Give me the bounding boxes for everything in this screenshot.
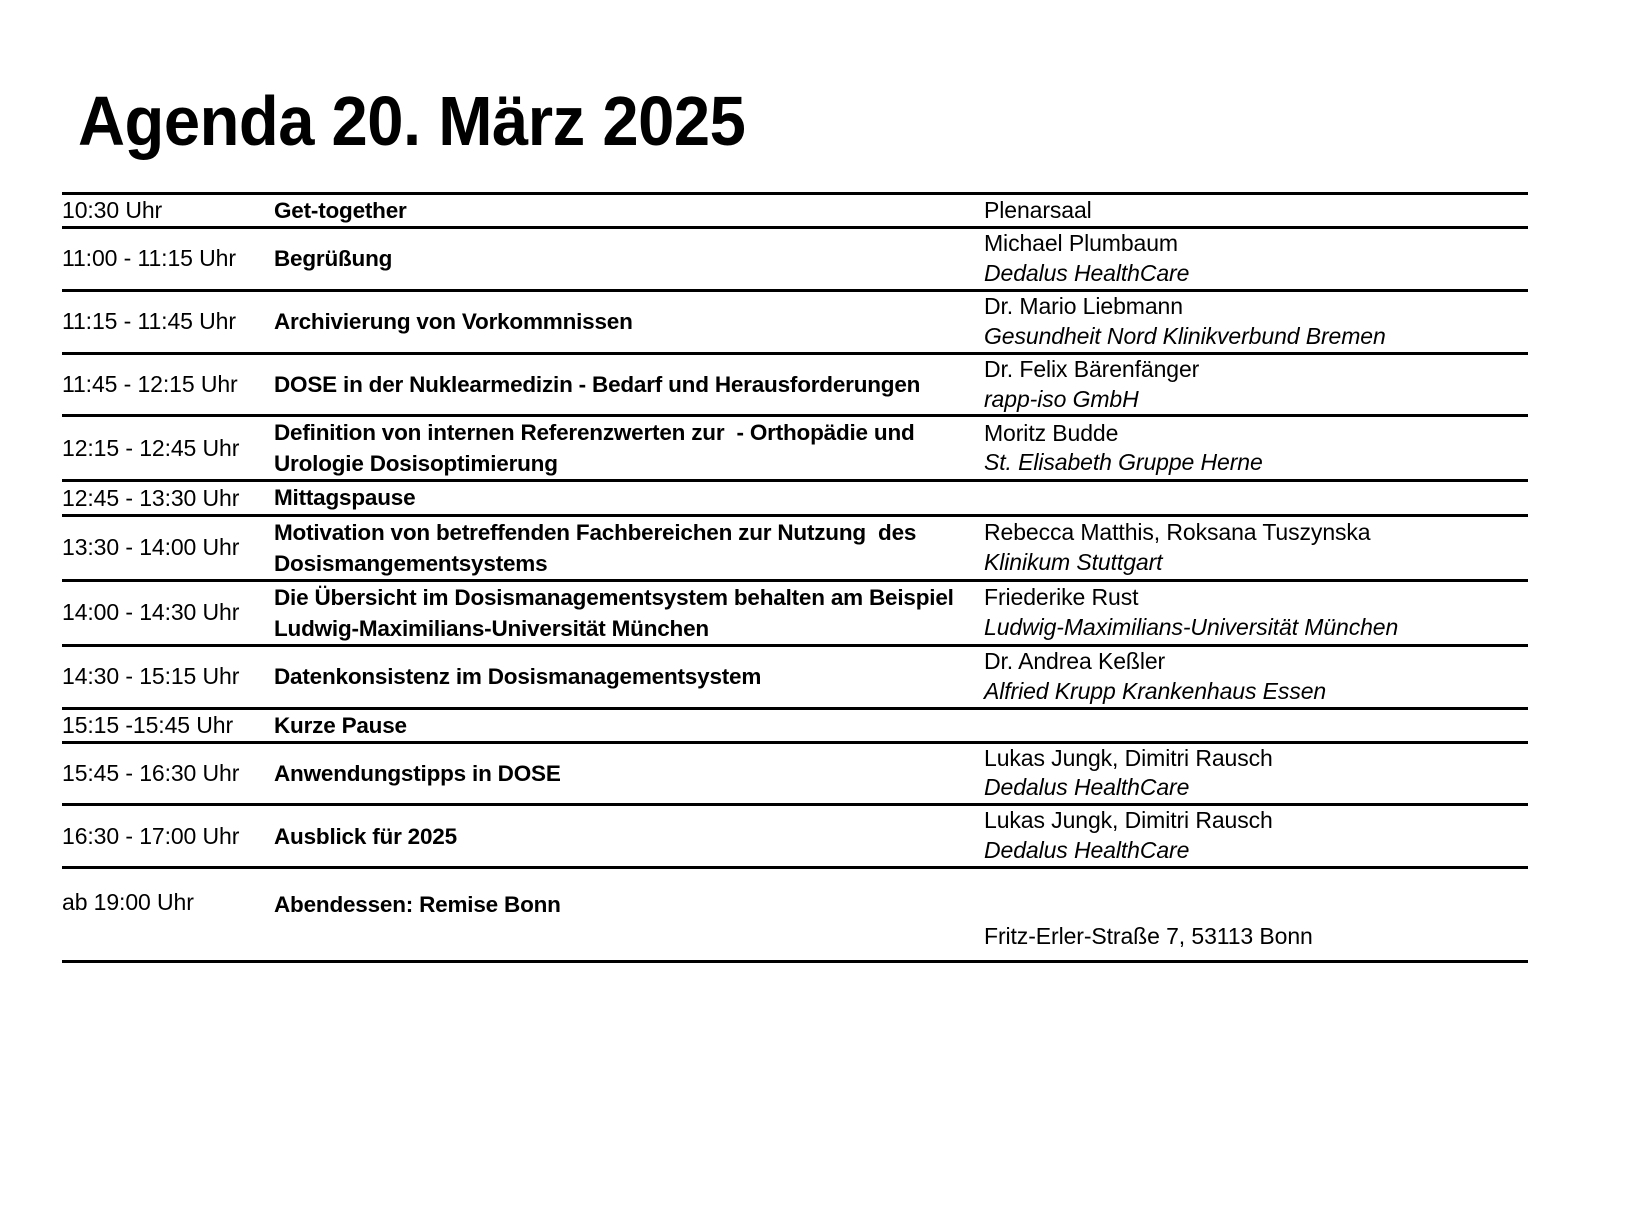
- row-title: Archivierung von Vorkommnissen: [274, 309, 633, 335]
- agenda-table-body: [62, 194, 1528, 962]
- speaker-org: Dedalus HealthCare: [984, 837, 1190, 864]
- speaker-name: Dr. Andrea Keßler: [984, 647, 1166, 674]
- row-speaker: [984, 481, 1528, 515]
- row-title: Die Übersicht im Dosismanagementsystem behalten am Beispiel Ludwig-Maximilians-Universität München: [274, 584, 960, 641]
- table-row: [62, 481, 1528, 515]
- row-speaker: [984, 580, 1528, 645]
- agenda-table: [62, 192, 1528, 963]
- table-row: [62, 805, 1528, 868]
- row-time: 11:15 - 11:45 Uhr: [62, 308, 236, 335]
- row-speaker: [984, 868, 1528, 962]
- row-title: Definition von internen Referenzwerten zur - Orthopädie und Urologie Dosisoptimierung: [274, 420, 921, 477]
- row-time: 12:15 - 12:45 Uhr: [62, 434, 240, 461]
- speaker-org: Klinikum Stuttgart: [984, 548, 1163, 575]
- row-title: Abendessen: Remise Bonn: [274, 892, 561, 918]
- speaker-org: St. Elisabeth Gruppe Herne: [984, 449, 1263, 476]
- row-title: Mittagspause: [274, 485, 416, 511]
- row-title: Begrüßung: [274, 246, 393, 272]
- speaker-org: Alfried Krupp Krankenhaus Essen: [984, 677, 1327, 704]
- row-speaker: [984, 645, 1528, 708]
- row-time: 15:45 - 16:30 Uhr: [62, 759, 240, 786]
- row-time: ab 19:00 Uhr: [62, 889, 194, 916]
- row-speaker: [984, 515, 1528, 580]
- speaker-name: Moritz Budde: [984, 419, 1119, 446]
- row-speaker: [984, 708, 1528, 742]
- row-time: 15:15 -15:45 Uhr: [62, 711, 234, 738]
- row-title: DOSE in der Nuklearmedizin - Bedarf und Herausforderungen: [274, 371, 921, 397]
- speaker-name: Lukas Jungk, Dimitri Rausch: [984, 807, 1273, 834]
- table-row: [62, 868, 1528, 962]
- row-time: 10:30 Uhr: [62, 197, 163, 224]
- speaker-org: Dedalus HealthCare: [984, 774, 1190, 801]
- table-row: [62, 645, 1528, 708]
- speaker-name: Dr. Felix Bärenfänger: [984, 355, 1200, 382]
- row-time: 11:45 - 12:15 Uhr: [62, 371, 238, 397]
- row-time: 14:30 - 15:15 Uhr: [62, 663, 240, 690]
- row-title: Anwendungstipps in DOSE: [274, 760, 561, 786]
- speaker-name: Dr. Mario Liebmann: [984, 292, 1183, 319]
- table-row: [62, 353, 1528, 416]
- speaker-org: Gesundheit Nord Klinikverbund Bremen: [984, 322, 1386, 349]
- speaker-org: rapp-iso GmbH: [984, 385, 1139, 412]
- row-time: 12:45 - 13:30 Uhr: [62, 484, 240, 511]
- speaker-name: Lukas Jungk, Dimitri Rausch: [984, 744, 1273, 771]
- row-speaker: [984, 353, 1528, 416]
- table-row: [62, 228, 1528, 291]
- table-row: [62, 416, 1528, 481]
- row-speaker: [984, 194, 1528, 228]
- table-row: [62, 742, 1528, 805]
- row-title: Motivation von betreffenden Fachbereichen zur Nutzung des Dosismangementsystems: [274, 519, 923, 576]
- row-title: Get-together: [274, 198, 407, 223]
- row-speaker: [984, 416, 1528, 481]
- table-row: [62, 708, 1528, 742]
- row-title: Ausblick für 2025: [274, 823, 457, 849]
- table-row: [62, 194, 1528, 228]
- page-title: Agenda 20. März 2025: [78, 81, 746, 160]
- row-time: 14:00 - 14:30 Uhr: [62, 599, 240, 626]
- speaker-name: Michael Plumbaum: [984, 230, 1178, 257]
- table-row: [62, 580, 1528, 645]
- row-speaker: [984, 805, 1528, 868]
- row-title: Datenkonsistenz im Dosismanagementsystem: [274, 664, 762, 690]
- row-time: 16:30 - 17:00 Uhr: [62, 822, 240, 849]
- row-speaker: [984, 290, 1528, 353]
- row-time: 13:30 - 14:00 Uhr: [62, 534, 240, 561]
- row-title: Kurze Pause: [274, 712, 407, 738]
- speaker-name: Fritz-Erler-Straße 7, 53113 Bonn: [984, 923, 1313, 950]
- row-speaker: [984, 228, 1528, 291]
- speaker-name: Plenarsaal: [984, 196, 1092, 223]
- speaker-name: Rebecca Matthis, Roksana Tuszynska: [984, 518, 1371, 545]
- row-time: 11:00 - 11:15 Uhr: [62, 245, 236, 272]
- table-row: [62, 290, 1528, 353]
- row-speaker: [984, 742, 1528, 805]
- speaker-name: Friederike Rust: [984, 583, 1139, 610]
- speaker-org: Ludwig-Maximilians-Universität München: [984, 613, 1399, 640]
- table-row: [62, 515, 1528, 580]
- speaker-org: Dedalus HealthCare: [984, 259, 1190, 286]
